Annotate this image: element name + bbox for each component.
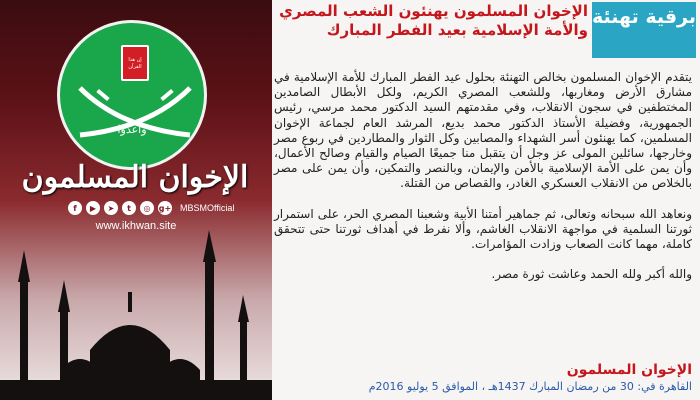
page-title: الإخوان المسلمون يهنئون الشعب المصري والأمة الإسلامية بعيد الفطر المبارك	[279, 2, 588, 39]
website-link[interactable]: www.ikhwan.site	[95, 220, 177, 232]
quran-icon: إن هذا القرآن	[121, 45, 149, 81]
brotherhood-logo	[57, 20, 207, 170]
paragraph-closing: والله أكبر ولله الحمد وعاشت ثورة مصر.	[491, 267, 692, 282]
telegram-icon[interactable]: ➤	[104, 201, 118, 215]
social-handle[interactable]: MBSMOfficial	[180, 203, 235, 213]
statement-body	[274, 70, 692, 297]
greeting-badge: برقية تهنئة	[592, 2, 696, 58]
paragraph-congratulations: يتقدم الإخوان المسلمون بخالص التهنئة بحلول عيد الفطر المبارك للأمة الإسلامية في مشارق الأرض ومغاربها، وللشعب المصري الكريم، ولكل الأبطال الصامدين المختطفين في سجون الانقلاب، وفي مقدمتهم السيد الدكتور محمد مرسي، رئيس الجمهورية، وفضيلة الأستاذ الدكتور محمد بديع، المرشد العام لجماعة الإخوان المسلمين، كما يهنئون أسر الشهداء والمصابين وكل الثوار والمطاردين في ربوع مصر وخارجها، سائلين المولى عز وجل أن يتقبل منا جميعًا الصيام والقيام وصالح الأعمال، وأن يمن على الأمة الإسلامية بالأمن والإيمان، وبالنصر والتمكين، وأن يمن على مصر بالخلاص من الانقلاب العسكري الغادر، والقصاص من القتلة.	[274, 70, 692, 191]
paragraph-pledge: ونعاهد الله سبحانه وتعالى، ثم جماهير أمتنا الأبية وشعبنا المصري الحر، على استمرار ثورتنا السلمية في مواجهة الانقلاب الغاشم، وألا نفرط في أهداف ثورتنا حتى تتحقق كاملة، مهما كانت الصعاب وزادت المؤامرات.	[274, 206, 692, 252]
logo-motto: وأعدوا	[117, 123, 147, 136]
mosque-skyline-icon	[0, 230, 272, 400]
google-plus-icon[interactable]: g+	[158, 201, 172, 215]
twitter-icon[interactable]: t	[122, 201, 136, 215]
facebook-icon[interactable]: f	[68, 201, 82, 215]
sidebar-panel	[0, 0, 272, 400]
signature: الإخوان المسلمون	[566, 362, 692, 378]
social-links	[68, 201, 234, 215]
brand-name: الإخوان المسلمون	[21, 160, 249, 195]
youtube-icon[interactable]: ▶	[86, 201, 100, 215]
instagram-icon[interactable]: ◎	[140, 201, 154, 215]
dateline: القاهرة في: 30 من رمضان المبارك 1437هـ ، الموافق 5 يوليو 2016م	[368, 380, 692, 393]
